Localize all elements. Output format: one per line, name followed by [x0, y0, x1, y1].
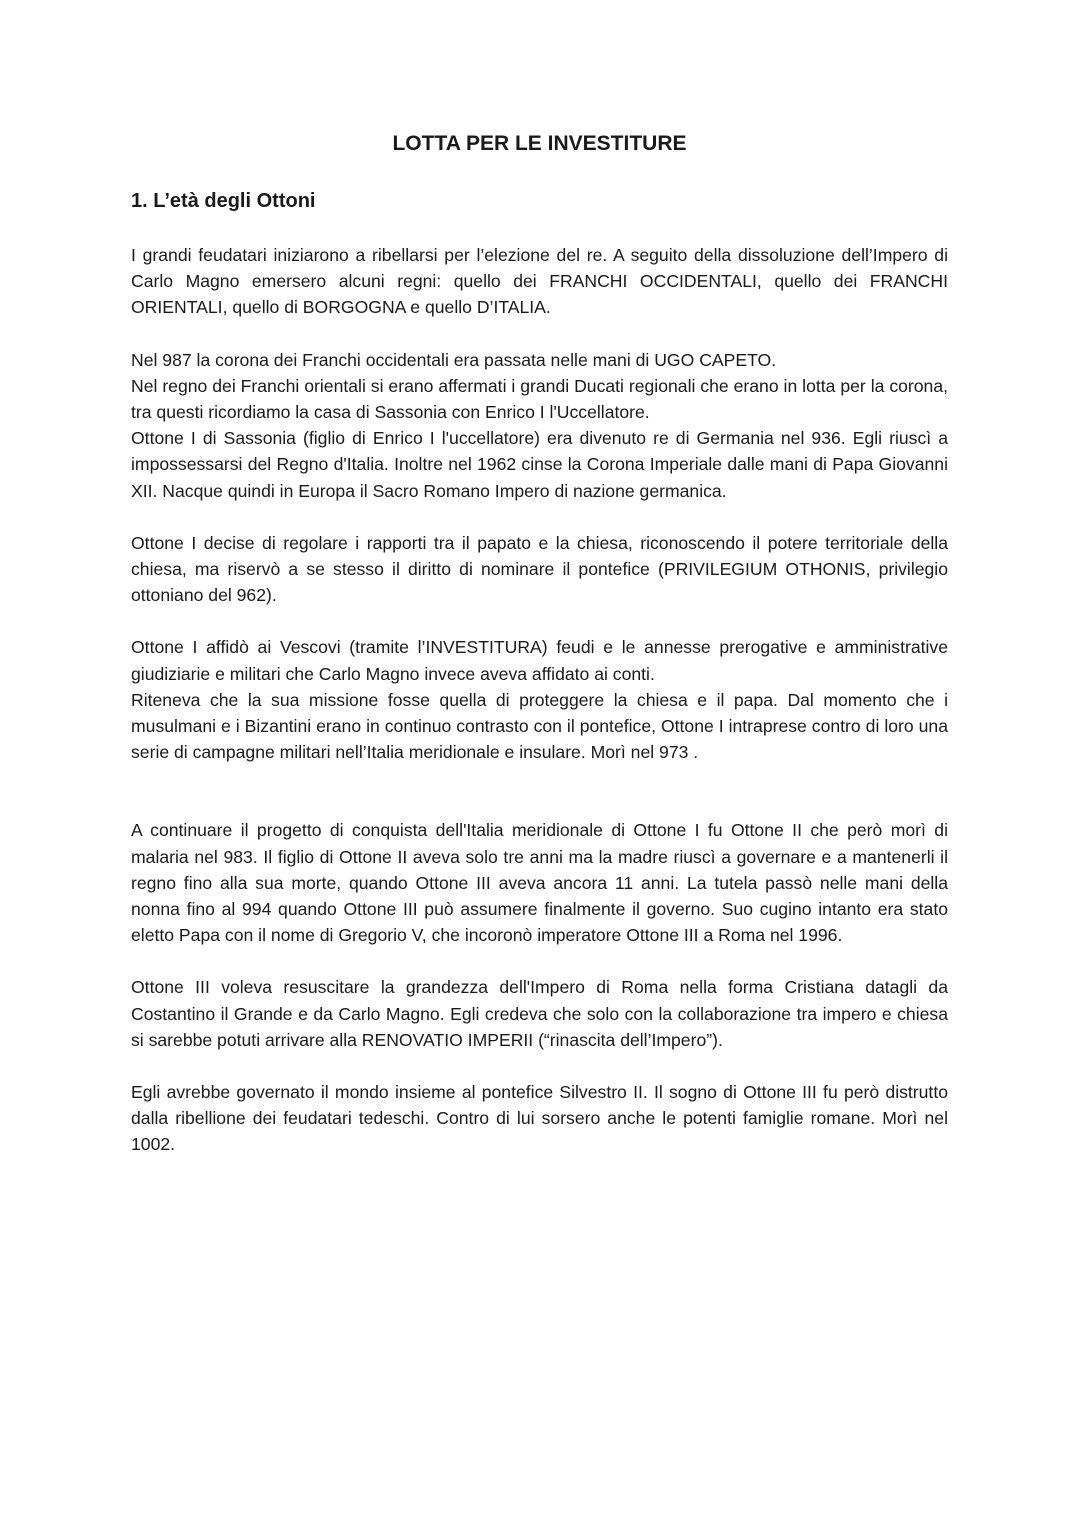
paragraph-missione: Riteneva che la sua missione fosse quella di proteggere la chiesa e il papa. Dal momento che i musulmani e i Bizantini erano in continuo contrasto con il pontefice, Ottone I intraprese contro di loro una serie di campagne militari nell’Italia meridionale e insulare. Morì nel 973 .: [131, 689, 948, 763]
paragraph-ugo-capeto: Nel 987 la corona dei Franchi occidentali era passata nelle mani di UGO CAPETO.: [131, 349, 777, 370]
paragraph-privilegium-othonis: Ottone I decise di regolare i rapporti tra il papato e la chiesa, riconoscendo il potere territoriale della chiesa, ma riservò a se stesso il diritto di nominare il pontefice (PRIVILEGIUM OTHONIS, privilegio ottoniano del 962).: [131, 532, 948, 606]
paragraph-silvestro-ii: Egli avrebbe governato il mondo insieme al pontefice Silvestro II. Il sogno di Ottone III fu però distrutto dalla ribellione dei feudatari tedeschi. Contro di lui sorsero anche le potenti famiglie romane. Morì nel 1002.: [131, 1082, 948, 1155]
paragraph-franchi-orientali: Nel regno dei Franchi orientali si erano affermati i grandi Ducati regionali che erano in lotta per la corona, tra questi ricordiamo la casa di Sassonia con Enrico I l'Uccellatore.: [131, 375, 948, 423]
section-heading: 1. L’età degli Ottoni: [131, 190, 316, 212]
paragraph-ottone-ii: A continuare il progetto di conquista dell'Italia meridionale di Ottone I fu Ottone II che però morì di malaria nel 983. Il figlio di Ottone II aveva solo tre anni ma la madre riuscì a governare e a mantenerli il regno fino alla sua morte, quando Ottone III aveva ancora 11 anni. La tutela passò nelle mani della nonna fino al 994 quando Ottone III può assumere finalmente il governo. Suo cugino intanto era stato eletto Papa con il nome di Gregorio V, che incoronò imperatore Ottone III a Roma nel 1996.: [131, 820, 948, 946]
paragraph-investitura: Ottone I affidò ai Vescovi (tramite l’INVESTITURA) feudi e le annesse prerogative e amministrative giudiziarie e militari che Carlo Magno invece aveva affidato ai conti.: [131, 637, 948, 684]
paragraph-intro: I grandi feudatari iniziarono a ribellarsi per l’elezione del re. A seguito della dissoluzione dell’Impero di Carlo Magno emersero alcuni regni: quello dei FRANCHI OCCIDENTALI, quello dei FRANCHI ORIENTALI, quello di BORGOGNA e quello D’ITALIA.: [131, 245, 948, 318]
paragraph-ottone-iii: Ottone III voleva resuscitare la grandezza dell'Impero di Roma nella forma Cristiana datagli da Costantino il Grande e da Carlo Magno. Egli credeva che solo con la collaborazione tra impero e chiesa si sarebbe potuti arrivare alla RENOVATIO IMPERII (“rinascita dell’Impero”).: [131, 977, 948, 1050]
document-body: [131, 242, 948, 1158]
document-title: LOTTA PER LE INVESTITURE: [392, 132, 687, 155]
paragraph-ottone-i-sassonia: Ottone I di Sassonia (figlio di Enrico I l'uccellatore) era divenuto re di Germania nel 936. Egli riuscì a impossessarsi del Regno d'Italia. Inoltre nel 1962 cinse la Corona Imperiale dalle mani di Papa Giovanni XII. Nacque quindi in Europa il Sacro Romano Impero di nazione germanica.: [131, 428, 948, 501]
